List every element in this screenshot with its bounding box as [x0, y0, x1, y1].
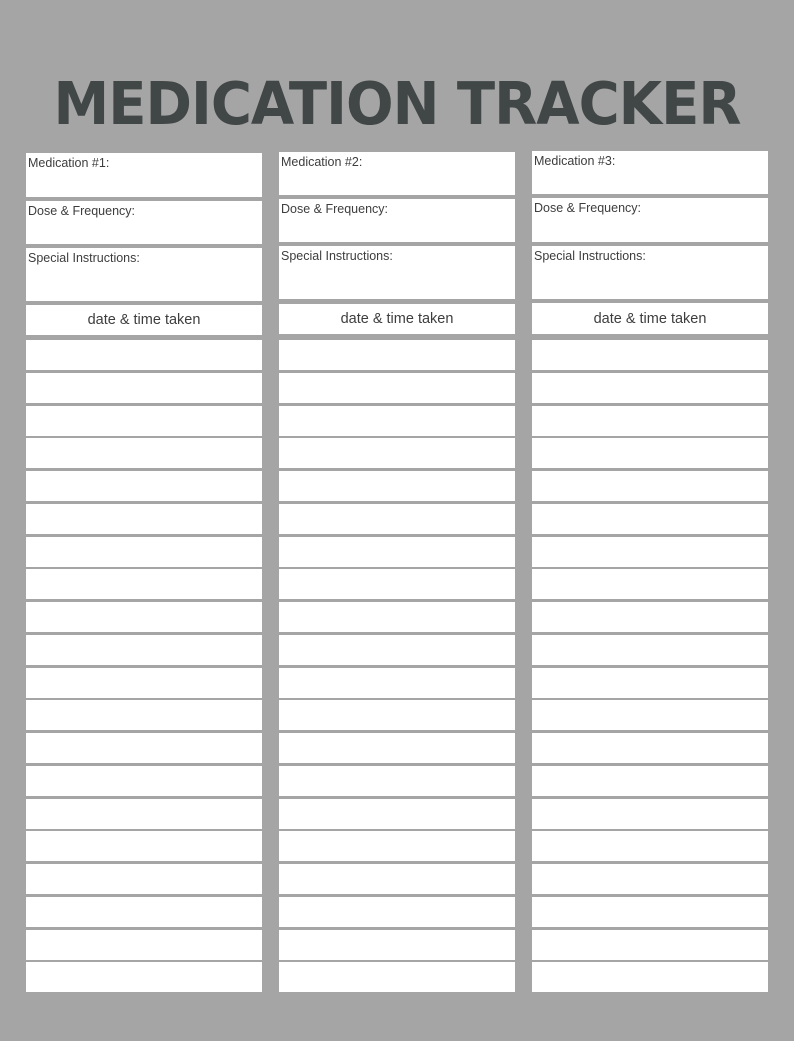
log-entry-row[interactable] — [279, 930, 515, 960]
log-entry-row[interactable] — [26, 799, 262, 829]
log-header-label: date & time taken — [593, 310, 707, 327]
dose-frequency-label: Dose & Frequency: — [28, 204, 135, 218]
medication-name-field[interactable] — [26, 153, 262, 197]
dose-frequency-field[interactable] — [26, 201, 262, 244]
special-instructions-field[interactable] — [26, 248, 262, 301]
log-entry-row[interactable] — [26, 340, 262, 370]
dose-frequency-label: Dose & Frequency: — [534, 201, 641, 215]
medication-name-field[interactable] — [532, 151, 768, 194]
log-entry-row[interactable] — [279, 438, 515, 468]
log-entry-row[interactable] — [279, 668, 515, 698]
dose-frequency-label: Dose & Frequency: — [281, 202, 388, 216]
log-entry-row[interactable] — [279, 340, 515, 370]
dose-frequency-field[interactable] — [279, 199, 515, 242]
log-entry-row[interactable] — [279, 635, 515, 665]
dose-frequency-field[interactable] — [532, 198, 768, 242]
log-header-label: date & time taken — [87, 312, 201, 328]
log-entry-row[interactable] — [279, 831, 515, 861]
medication-name-label: Medication #1: — [28, 156, 110, 170]
log-entry-row[interactable] — [532, 471, 768, 501]
log-entry-row[interactable] — [26, 537, 262, 567]
log-entry-row[interactable] — [279, 406, 515, 436]
log-entry-row[interactable] — [279, 799, 515, 829]
special-instructions-label: Special Instructions: — [534, 249, 646, 263]
log-entry-row[interactable] — [26, 864, 262, 894]
log-entry-row[interactable] — [532, 373, 768, 403]
log-entry-row[interactable] — [26, 962, 262, 992]
log-entry-row[interactable] — [532, 406, 768, 436]
log-entry-row[interactable] — [26, 897, 262, 927]
log-entry-row[interactable] — [532, 831, 768, 861]
special-instructions-label: Special Instructions: — [28, 251, 140, 265]
log-entry-row[interactable] — [532, 799, 768, 829]
log-entry-row[interactable] — [26, 373, 262, 403]
log-entry-row[interactable] — [26, 471, 262, 501]
log-header — [26, 305, 262, 335]
log-header — [532, 303, 768, 334]
page-title: MEDICATION TRACKER — [53, 70, 741, 139]
log-entry-row[interactable] — [26, 831, 262, 861]
log-entry-row[interactable] — [279, 471, 515, 501]
log-entry-row[interactable] — [26, 602, 262, 632]
log-entry-row[interactable] — [532, 569, 768, 599]
log-entry-row[interactable] — [532, 930, 768, 960]
log-entry-row[interactable] — [279, 602, 515, 632]
log-entry-row[interactable] — [532, 766, 768, 796]
log-entry-row[interactable] — [532, 700, 768, 730]
log-entry-row[interactable] — [532, 864, 768, 894]
medication-name-label: Medication #2: — [281, 155, 363, 169]
log-entry-row[interactable] — [532, 438, 768, 468]
log-entry-row[interactable] — [279, 897, 515, 927]
special-instructions-field[interactable] — [279, 246, 515, 299]
special-instructions-label: Special Instructions: — [281, 249, 393, 263]
log-entry-row[interactable] — [26, 700, 262, 730]
log-entry-row[interactable] — [279, 700, 515, 730]
log-entry-row[interactable] — [26, 504, 262, 534]
log-entry-row[interactable] — [279, 864, 515, 894]
log-header-label: date & time taken — [340, 311, 454, 327]
log-entry-row[interactable] — [26, 569, 262, 599]
log-entry-row[interactable] — [279, 504, 515, 534]
log-entry-row[interactable] — [279, 962, 515, 992]
log-entry-row[interactable] — [532, 733, 768, 763]
log-header — [279, 304, 515, 334]
log-entry-row[interactable] — [26, 930, 262, 960]
log-entry-row[interactable] — [26, 766, 262, 796]
medication-name-label: Medication #3: — [534, 154, 616, 168]
log-entry-row[interactable] — [532, 962, 768, 992]
log-entry-row[interactable] — [532, 537, 768, 567]
log-entry-row[interactable] — [279, 766, 515, 796]
log-entry-row[interactable] — [26, 406, 262, 436]
log-entry-row[interactable] — [26, 635, 262, 665]
log-entry-row[interactable] — [26, 733, 262, 763]
log-entry-row[interactable] — [279, 537, 515, 567]
log-entry-row[interactable] — [532, 340, 768, 370]
log-entry-row[interactable] — [279, 373, 515, 403]
log-entry-row[interactable] — [532, 504, 768, 534]
special-instructions-field[interactable] — [532, 246, 768, 299]
log-entry-row[interactable] — [532, 635, 768, 665]
log-entry-row[interactable] — [532, 602, 768, 632]
medication-name-field[interactable] — [279, 152, 515, 195]
log-entry-row[interactable] — [532, 897, 768, 927]
log-entry-row[interactable] — [26, 668, 262, 698]
log-entry-row[interactable] — [279, 569, 515, 599]
log-entry-row[interactable] — [532, 668, 768, 698]
log-entry-row[interactable] — [26, 438, 262, 468]
log-entry-row[interactable] — [279, 733, 515, 763]
